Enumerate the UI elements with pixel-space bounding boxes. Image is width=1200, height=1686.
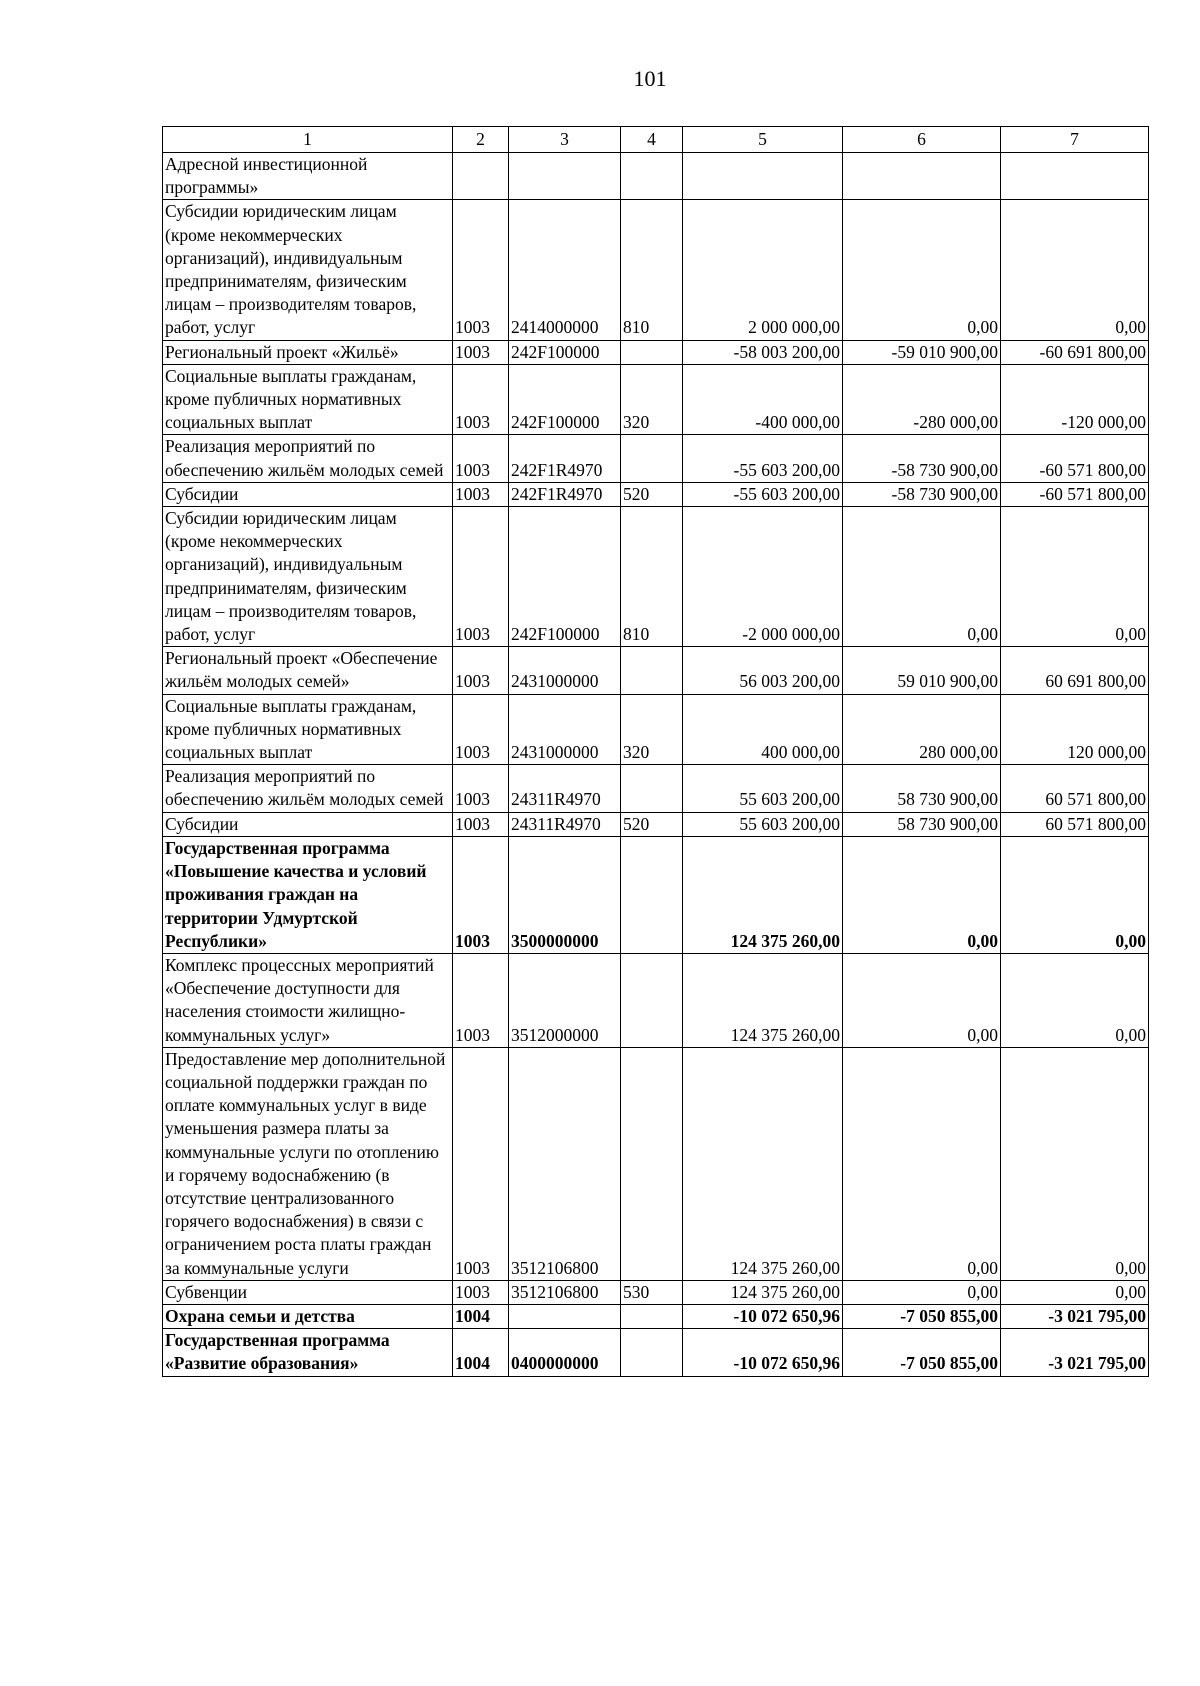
table-row [163, 1329, 1149, 1376]
row-amount-col5-cell: -55 603 200,00 [683, 435, 843, 482]
row-amount-col7-cell: 0,00 [1001, 836, 1149, 953]
row-expense-type-cell: 520 [621, 482, 683, 506]
row-name-cell: Субсидии [163, 812, 453, 836]
row-expense-type-cell: 810 [621, 200, 683, 340]
row-amount-col5-cell: 124 375 260,00 [683, 953, 843, 1047]
row-amount-col7-cell: -60 571 800,00 [1001, 482, 1149, 506]
row-section-cell: 1003 [453, 364, 509, 435]
row-amount-col5-cell: -10 072 650,96 [683, 1304, 843, 1328]
row-expense-type-cell: 320 [621, 694, 683, 765]
row-amount-col5-cell: -58 003 200,00 [683, 340, 843, 364]
row-amount-col6-cell: -7 050 855,00 [843, 1304, 1001, 1328]
row-amount-col6-cell: 59 010 900,00 [843, 647, 1001, 694]
row-amount-col7-cell: -3 021 795,00 [1001, 1329, 1149, 1376]
row-name-cell: Комплекс процессных мероприятий «Обеспечение доступности для населения стоимости жилищно-коммунальных услуг» [163, 953, 453, 1047]
row-amount-col7-cell: 0,00 [1001, 953, 1149, 1047]
row-section-cell: 1003 [453, 647, 509, 694]
row-amount-col5-cell: 55 603 200,00 [683, 765, 843, 812]
row-name-cell: Реализация мероприятий по обеспечению жильём молодых семей [163, 435, 453, 482]
row-section-cell: 1004 [453, 1304, 509, 1328]
row-section-cell: 1003 [453, 953, 509, 1047]
table-row [163, 340, 1149, 364]
row-name-cell: Предоставление мер дополнительной социальной поддержки граждан по оплате коммунальных услуг в виде уменьшения размера платы за коммунальные услуги по отоплению и горячему водоснабжению (в отсутствие централизованного горячего водоснабжения) в связи с ограничением роста платы граждан за коммунальные услуги [163, 1047, 453, 1280]
page-number: 101 [633, 66, 667, 91]
row-amount-col5-cell: 124 375 260,00 [683, 836, 843, 953]
column-header-3: 3 [509, 127, 621, 153]
column-header-5: 5 [683, 127, 843, 153]
table-body [163, 153, 1149, 1377]
row-code-cell: 3512000000 [509, 953, 621, 1047]
row-amount-col6-cell: 0,00 [843, 836, 1001, 953]
row-amount-col6-cell: -58 730 900,00 [843, 435, 1001, 482]
row-name-cell: Адресной инвестиционной программы» [163, 153, 453, 200]
row-section-cell: 1003 [453, 482, 509, 506]
row-amount-col6-cell: 0,00 [843, 1280, 1001, 1304]
row-amount-col7-cell: -120 000,00 [1001, 364, 1149, 435]
row-amount-col6-cell: 0,00 [843, 507, 1001, 647]
table-row [163, 812, 1149, 836]
row-section-cell: 1003 [453, 1280, 509, 1304]
row-amount-col7-cell: -60 571 800,00 [1001, 435, 1149, 482]
table-row [163, 1047, 1149, 1280]
row-expense-type-cell [621, 435, 683, 482]
row-amount-col7-cell: -60 691 800,00 [1001, 340, 1149, 364]
table-row [163, 153, 1149, 200]
row-name-cell: Реализация мероприятий по обеспечению жильём молодых семей [163, 765, 453, 812]
row-amount-col5-cell: -2 000 000,00 [683, 507, 843, 647]
row-amount-col6-cell: 0,00 [843, 953, 1001, 1047]
row-code-cell: 3512106800 [509, 1047, 621, 1280]
table-row [163, 1280, 1149, 1304]
row-amount-col7-cell: 0,00 [1001, 507, 1149, 647]
table-row [163, 364, 1149, 435]
row-section-cell: 1003 [453, 1047, 509, 1280]
row-amount-col5-cell: 56 003 200,00 [683, 647, 843, 694]
row-amount-col7-cell: 0,00 [1001, 1280, 1149, 1304]
row-code-cell: 3512106800 [509, 1280, 621, 1304]
row-code-cell: 2431000000 [509, 647, 621, 694]
column-header-2: 2 [453, 127, 509, 153]
row-code-cell: 24311R4970 [509, 765, 621, 812]
row-name-cell: Региональный проект «Жильё» [163, 340, 453, 364]
row-expense-type-cell: 530 [621, 1280, 683, 1304]
table-row [163, 836, 1149, 953]
row-amount-col5-cell: 124 375 260,00 [683, 1280, 843, 1304]
row-amount-col7-cell [1001, 153, 1149, 200]
row-amount-col5-cell: 124 375 260,00 [683, 1047, 843, 1280]
row-amount-col7-cell: -3 021 795,00 [1001, 1304, 1149, 1328]
row-expense-type-cell [621, 647, 683, 694]
row-expense-type-cell: 520 [621, 812, 683, 836]
table-row [163, 953, 1149, 1047]
row-expense-type-cell [621, 1047, 683, 1280]
row-amount-col6-cell [843, 153, 1001, 200]
row-name-cell: Государственная программа «Повышение качества и условий проживания граждан на территории Удмуртской Республики» [163, 836, 453, 953]
row-amount-col5-cell: -10 072 650,96 [683, 1329, 843, 1376]
row-name-cell: Социальные выплаты гражданам, кроме публичных нормативных социальных выплат [163, 364, 453, 435]
table-row [163, 507, 1149, 647]
table-row [163, 200, 1149, 340]
row-code-cell [509, 153, 621, 200]
row-expense-type-cell: 320 [621, 364, 683, 435]
column-header-4: 4 [621, 127, 683, 153]
row-section-cell: 1004 [453, 1329, 509, 1376]
table-row [163, 1304, 1149, 1328]
column-header-6: 6 [843, 127, 1001, 153]
row-amount-col6-cell: 0,00 [843, 200, 1001, 340]
row-code-cell: 242F1R4970 [509, 435, 621, 482]
table-row [163, 694, 1149, 765]
row-expense-type-cell [621, 953, 683, 1047]
row-amount-col6-cell: 0,00 [843, 1047, 1001, 1280]
row-name-cell: Социальные выплаты гражданам, кроме публичных нормативных социальных выплат [163, 694, 453, 765]
row-section-cell: 1003 [453, 694, 509, 765]
table-row [163, 765, 1149, 812]
row-code-cell: 242F100000 [509, 507, 621, 647]
row-amount-col6-cell: -59 010 900,00 [843, 340, 1001, 364]
row-expense-type-cell [621, 765, 683, 812]
row-amount-col5-cell: 55 603 200,00 [683, 812, 843, 836]
column-header-1: 1 [163, 127, 453, 153]
table-row [163, 647, 1149, 694]
row-name-cell: Государственная программа «Развитие образования» [163, 1329, 453, 1376]
row-amount-col5-cell: -55 603 200,00 [683, 482, 843, 506]
row-section-cell [453, 153, 509, 200]
row-amount-col7-cell: 0,00 [1001, 200, 1149, 340]
row-amount-col5-cell: -400 000,00 [683, 364, 843, 435]
row-name-cell: Субсидии юридическим лицам (кроме некоммерческих организаций), индивидуальным предпринимателям, физическим лицам – производителям товаров, работ, услуг [163, 200, 453, 340]
column-header-7: 7 [1001, 127, 1149, 153]
budget-table [162, 126, 1149, 1377]
row-code-cell: 242F1R4970 [509, 482, 621, 506]
row-amount-col6-cell: 280 000,00 [843, 694, 1001, 765]
row-expense-type-cell [621, 1329, 683, 1376]
row-amount-col6-cell: -7 050 855,00 [843, 1329, 1001, 1376]
row-name-cell: Субсидии юридическим лицам (кроме некоммерческих организаций), индивидуальным предпринимателям, физическим лицам – производителям товаров, работ, услуг [163, 507, 453, 647]
row-section-cell: 1003 [453, 765, 509, 812]
row-expense-type-cell: 810 [621, 507, 683, 647]
row-amount-col6-cell: -280 000,00 [843, 364, 1001, 435]
row-amount-col7-cell: 60 571 800,00 [1001, 765, 1149, 812]
row-code-cell: 242F100000 [509, 340, 621, 364]
row-amount-col7-cell: 120 000,00 [1001, 694, 1149, 765]
row-amount-col6-cell: -58 730 900,00 [843, 482, 1001, 506]
row-amount-col5-cell: 2 000 000,00 [683, 200, 843, 340]
row-expense-type-cell [621, 340, 683, 364]
row-name-cell: Субвенции [163, 1280, 453, 1304]
row-code-cell: 2431000000 [509, 694, 621, 765]
row-name-cell: Охрана семьи и детства [163, 1304, 453, 1328]
row-amount-col7-cell: 60 571 800,00 [1001, 812, 1149, 836]
row-expense-type-cell [621, 836, 683, 953]
row-code-cell [509, 1304, 621, 1328]
row-amount-col7-cell: 0,00 [1001, 1047, 1149, 1280]
row-code-cell: 242F100000 [509, 364, 621, 435]
row-section-cell: 1003 [453, 435, 509, 482]
row-section-cell: 1003 [453, 836, 509, 953]
row-amount-col7-cell: 60 691 800,00 [1001, 647, 1149, 694]
table-row [163, 482, 1149, 506]
row-code-cell: 3500000000 [509, 836, 621, 953]
row-amount-col6-cell: 58 730 900,00 [843, 765, 1001, 812]
row-name-cell: Региональный проект «Обеспечение жильём молодых семей» [163, 647, 453, 694]
header-row [163, 127, 1149, 153]
row-code-cell: 0400000000 [509, 1329, 621, 1376]
row-code-cell: 2414000000 [509, 200, 621, 340]
row-section-cell: 1003 [453, 507, 509, 647]
table-row [163, 435, 1149, 482]
row-amount-col5-cell [683, 153, 843, 200]
row-code-cell: 24311R4970 [509, 812, 621, 836]
row-expense-type-cell [621, 1304, 683, 1328]
row-amount-col5-cell: 400 000,00 [683, 694, 843, 765]
row-name-cell: Субсидии [163, 482, 453, 506]
row-amount-col6-cell: 58 730 900,00 [843, 812, 1001, 836]
row-section-cell: 1003 [453, 340, 509, 364]
row-expense-type-cell [621, 153, 683, 200]
row-section-cell: 1003 [453, 200, 509, 340]
row-section-cell: 1003 [453, 812, 509, 836]
